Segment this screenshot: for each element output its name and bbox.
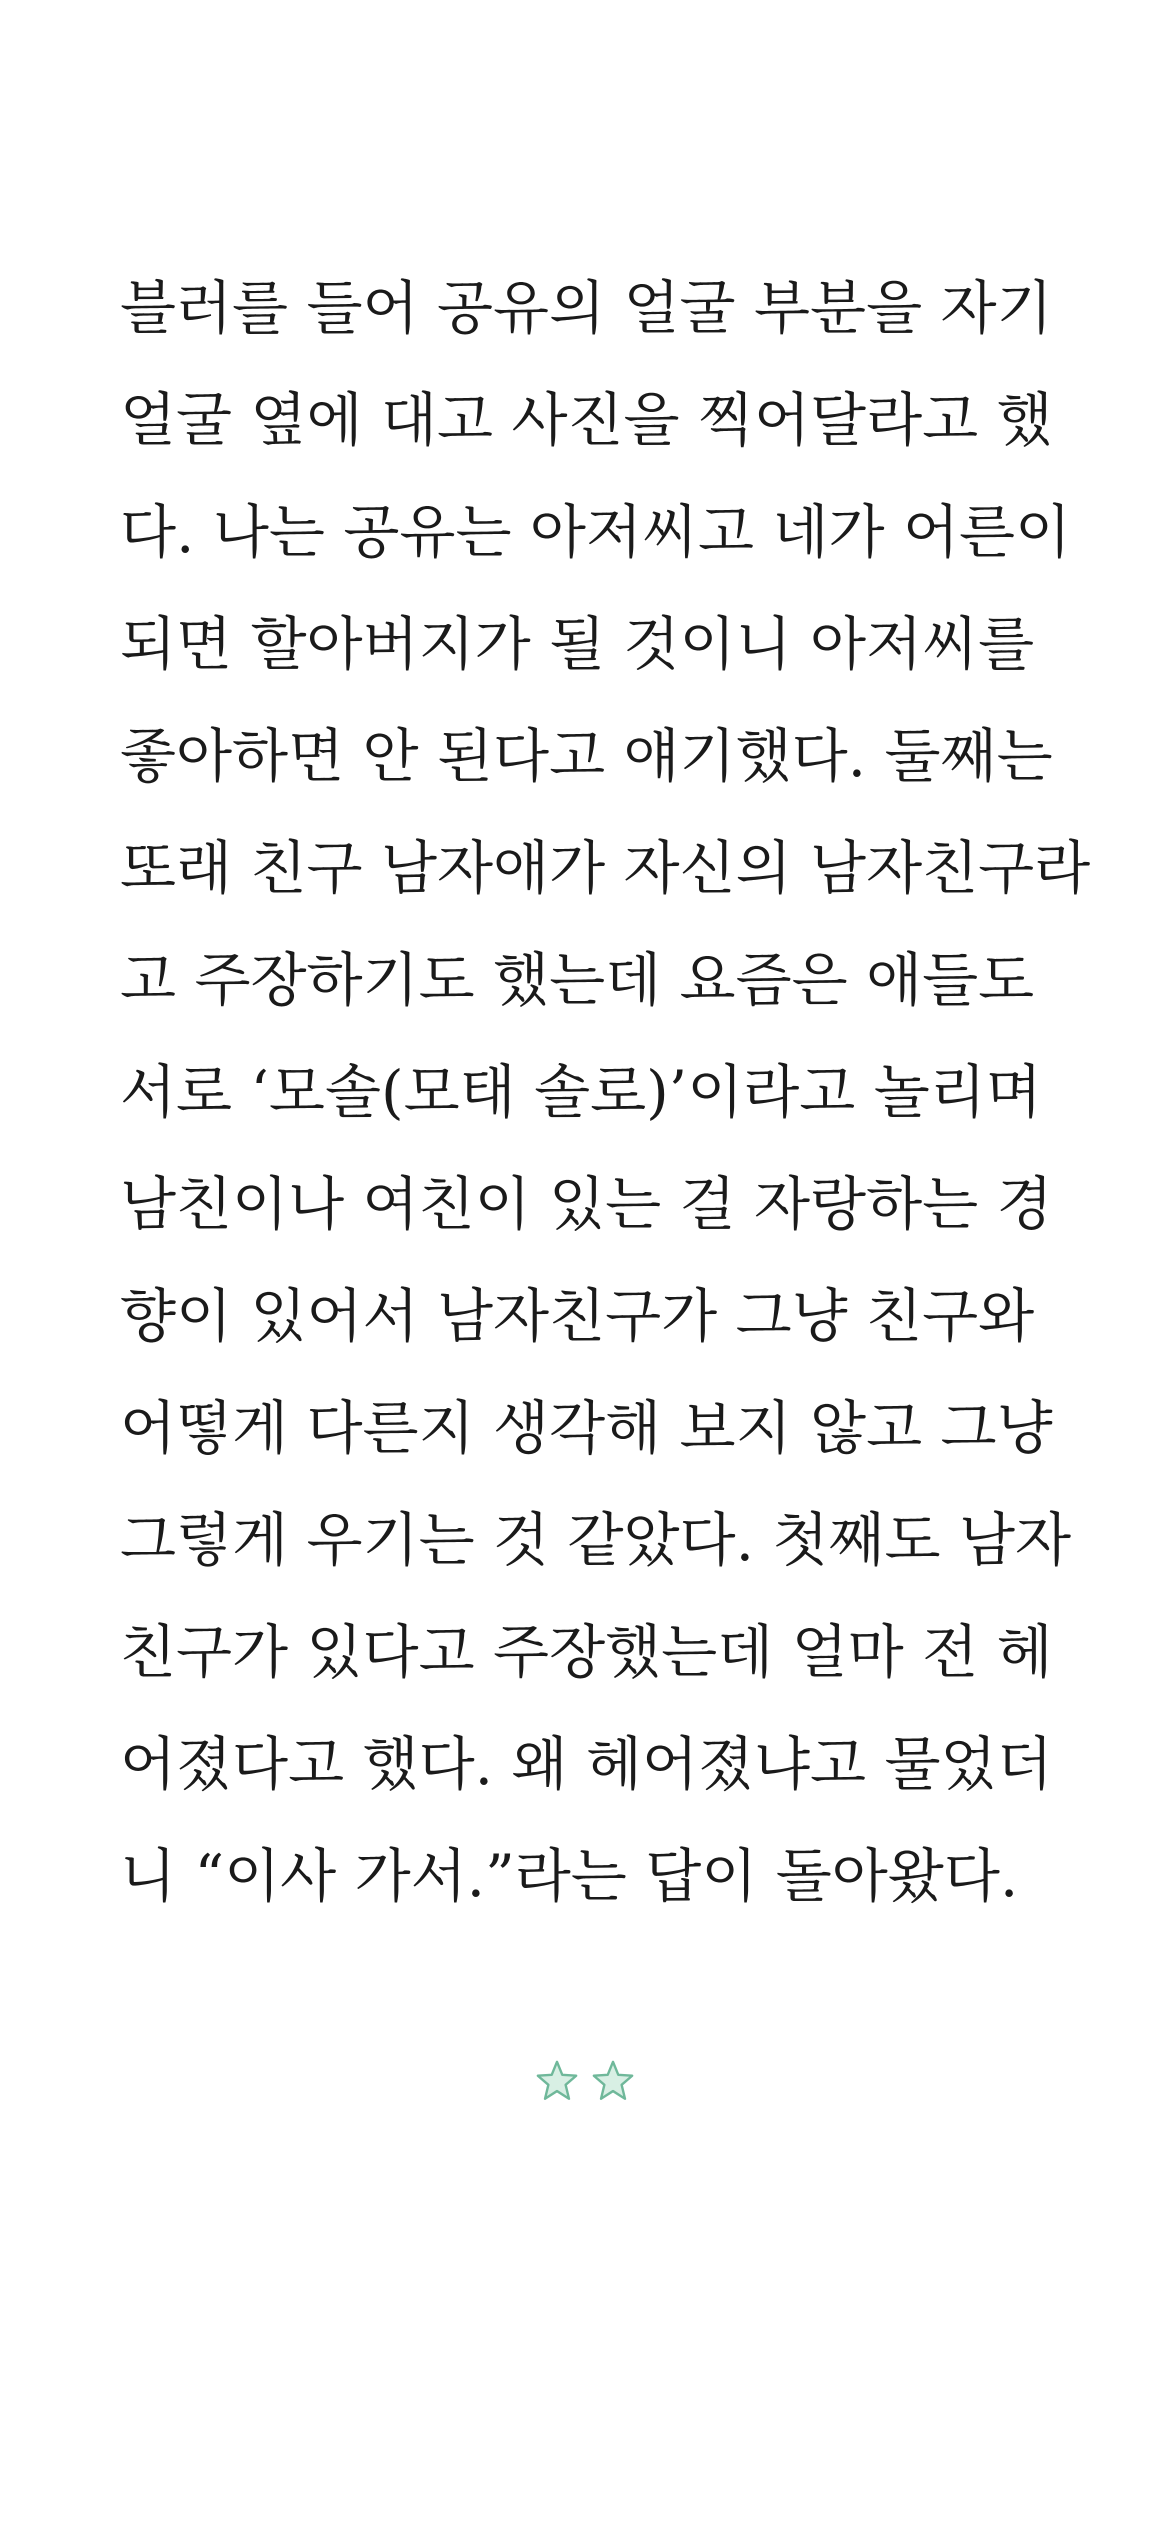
text-line-3: 다. 나는 공유는 아저씨고 네가 어른이 bbox=[120, 498, 1072, 566]
text-line-6: 또래 친구 남자애가 자신의 남자친구라 bbox=[120, 834, 1091, 902]
section-divider bbox=[0, 2058, 1170, 2104]
text-line-12: 그렇게 우기는 것 같았다. 첫째도 남자 bbox=[120, 1506, 1072, 1574]
text-line-1: 블러를 들어 공유의 얼굴 부분을 자기 bbox=[120, 274, 1053, 342]
text-line-11: 어떻게 다른지 생각해 보지 않고 그냥 bbox=[120, 1394, 1053, 1462]
text-line-14: 어졌다고 했다. 왜 헤어졌냐고 물었더 bbox=[120, 1730, 1053, 1798]
text-line-15: 니 “이사 가서.”라는 답이 돌아왔다. bbox=[120, 1842, 1019, 1910]
star-icon bbox=[590, 2058, 636, 2104]
text-line-13: 친구가 있다고 주장했는데 얼마 전 헤 bbox=[120, 1618, 1053, 1686]
text-line-7: 고 주장하기도 했는데 요즘은 애들도 bbox=[120, 946, 1035, 1014]
text-line-9: 남친이나 여친이 있는 걸 자랑하는 경 bbox=[120, 1170, 1053, 1238]
text-line-4: 되면 할아버지가 될 것이니 아저씨를 bbox=[120, 610, 1035, 678]
body-paragraph bbox=[120, 252, 1091, 1932]
text-line-5: 좋아하면 안 된다고 얘기했다. 둘째는 bbox=[120, 722, 1053, 790]
text-line-2: 얼굴 옆에 대고 사진을 찍어달라고 했 bbox=[120, 386, 1053, 454]
text-line-8: 서로 ‘모솔(모태 솔로)’이라고 놀리며 bbox=[120, 1058, 1042, 1126]
star-icon bbox=[534, 2058, 580, 2104]
text-line-10: 향이 있어서 남자친구가 그냥 친구와 bbox=[120, 1282, 1035, 1350]
